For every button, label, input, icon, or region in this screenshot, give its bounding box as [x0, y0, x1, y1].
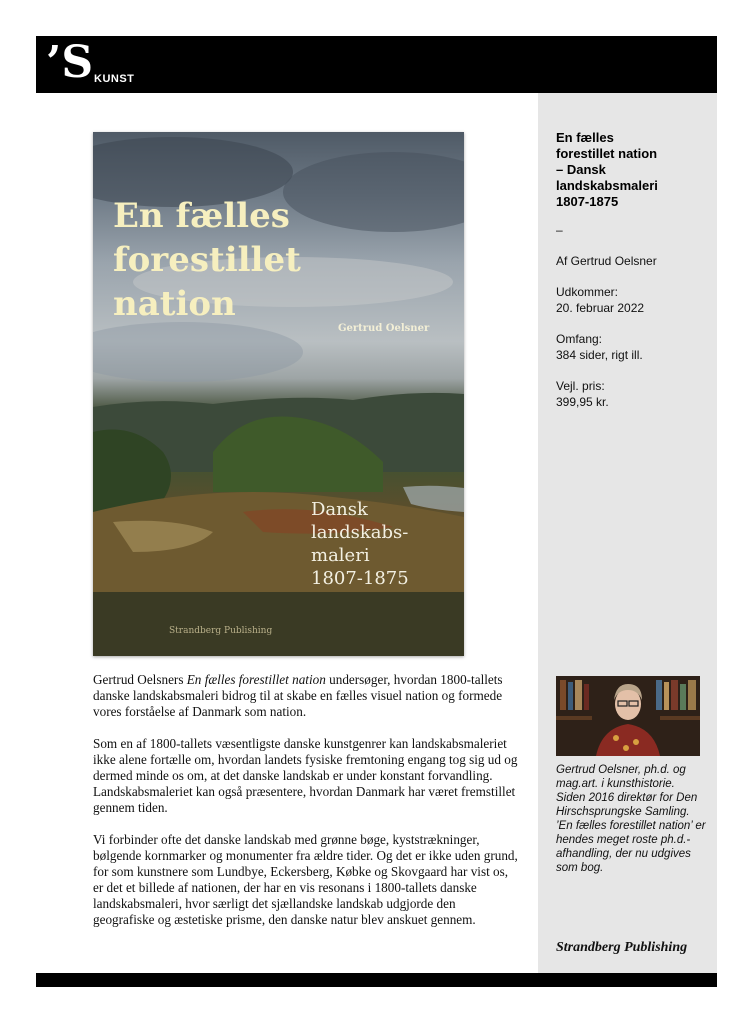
author-portrait	[556, 676, 700, 756]
cover-title	[113, 194, 373, 326]
cover-subtitle-line: 1807-1875	[311, 568, 409, 589]
sidebar-book-title	[556, 130, 706, 210]
cover-title-line: nation	[113, 284, 236, 324]
sidebar-title-line: landskabsmaleri	[556, 178, 658, 193]
description-paragraph	[93, 672, 518, 720]
section-label: KUNST	[94, 73, 135, 85]
cover-subtitle-line: landskabs-	[311, 522, 409, 543]
sidebar-author: Af Gertrud Oelsner	[556, 254, 657, 268]
cover-publisher: Strandberg Publishing	[169, 626, 273, 636]
description-paragraph: Vi forbinder ofte det danske landskab med grønne bøge, kyststrækninger, bølgende kornmarker og monumenter fra ældre tider. Og det er ikke uden grund, for som kunstnere som Lundbye, Eckersberg, Købke og Skovgaard har vist os, er det et billede af nationen, der har en vis resonans i 1800-tallets danske landskabsmaleri, hvor særligt det sjællandske landskab udgjorde den geografiske og æstetiske prisme, den danske natur blev anskuet gennem.	[93, 832, 518, 927]
release-info	[556, 284, 706, 316]
cover-title-line: En fælles	[113, 196, 290, 236]
book-cover	[93, 132, 464, 656]
footer-bar	[36, 973, 717, 987]
cover-title-line: forestillet	[113, 240, 301, 280]
paragraph-text: undersøger, hvordan 1800-tallets danske landskabsmaleri bidrog til at skabe en fælles visuel nation og formede vores forståelse af Danmark som nation.	[93, 672, 503, 719]
publisher-signature: Strandberg Publishing	[556, 940, 688, 955]
description-text	[93, 672, 518, 944]
sidebar-title-line: – Dansk	[556, 162, 606, 177]
sidebar-dash: –	[556, 223, 563, 237]
extent-info	[556, 331, 706, 363]
cover-subtitle	[311, 498, 409, 590]
release-label: Udkommer:	[556, 285, 619, 299]
publisher-logo: ’S	[46, 37, 94, 88]
author-bio: Gertrud Oelsner, ph.d. og mag.art. i kunsthistorie. Siden 2016 direktør for Den Hirschsprungske Samling. ’En fælles forestillet nation’ er hendes meget roste ph.d.-afhandling, der nu udgives som bog.	[556, 764, 706, 874]
price-info	[556, 378, 706, 410]
book-title-italic: En fælles forestillet nation	[186, 672, 326, 687]
sidebar-title-line: En fælles	[556, 130, 614, 145]
price-label: Vejl. pris:	[556, 379, 605, 393]
sidebar-title-line: 1807-1875	[556, 194, 619, 209]
release-value: 20. februar 2022	[556, 301, 645, 315]
portrait-image	[556, 676, 700, 756]
cover-subtitle-line: Dansk	[311, 499, 368, 520]
sidebar-title-line: forestillet nation	[556, 146, 658, 161]
description-paragraph: Som en af 1800-tallets væsentligste danske kunstgenrer kan landskabsmaleriet ikke alene fortælle om, hvordan landets fysiske fremtoning engang tog sig ud og dermed minde os om, at det danske landskab er under konstant forvandling. Landskabsmaleriet kan også præsentere, hvordan Danmark har været fremstillet gennem tiden.	[93, 736, 518, 815]
extent-value: 384 sider, rigt ill.	[556, 348, 643, 362]
header-bar	[36, 36, 717, 93]
cover-author: Gertrud Oelsner	[338, 323, 430, 334]
cover-subtitle-line: maleri	[311, 545, 370, 566]
price-value: 399,95 kr.	[556, 395, 609, 409]
author-name: Gertrud Oelsners	[93, 672, 187, 687]
extent-label: Omfang:	[556, 332, 603, 346]
sidebar-details	[556, 222, 706, 425]
